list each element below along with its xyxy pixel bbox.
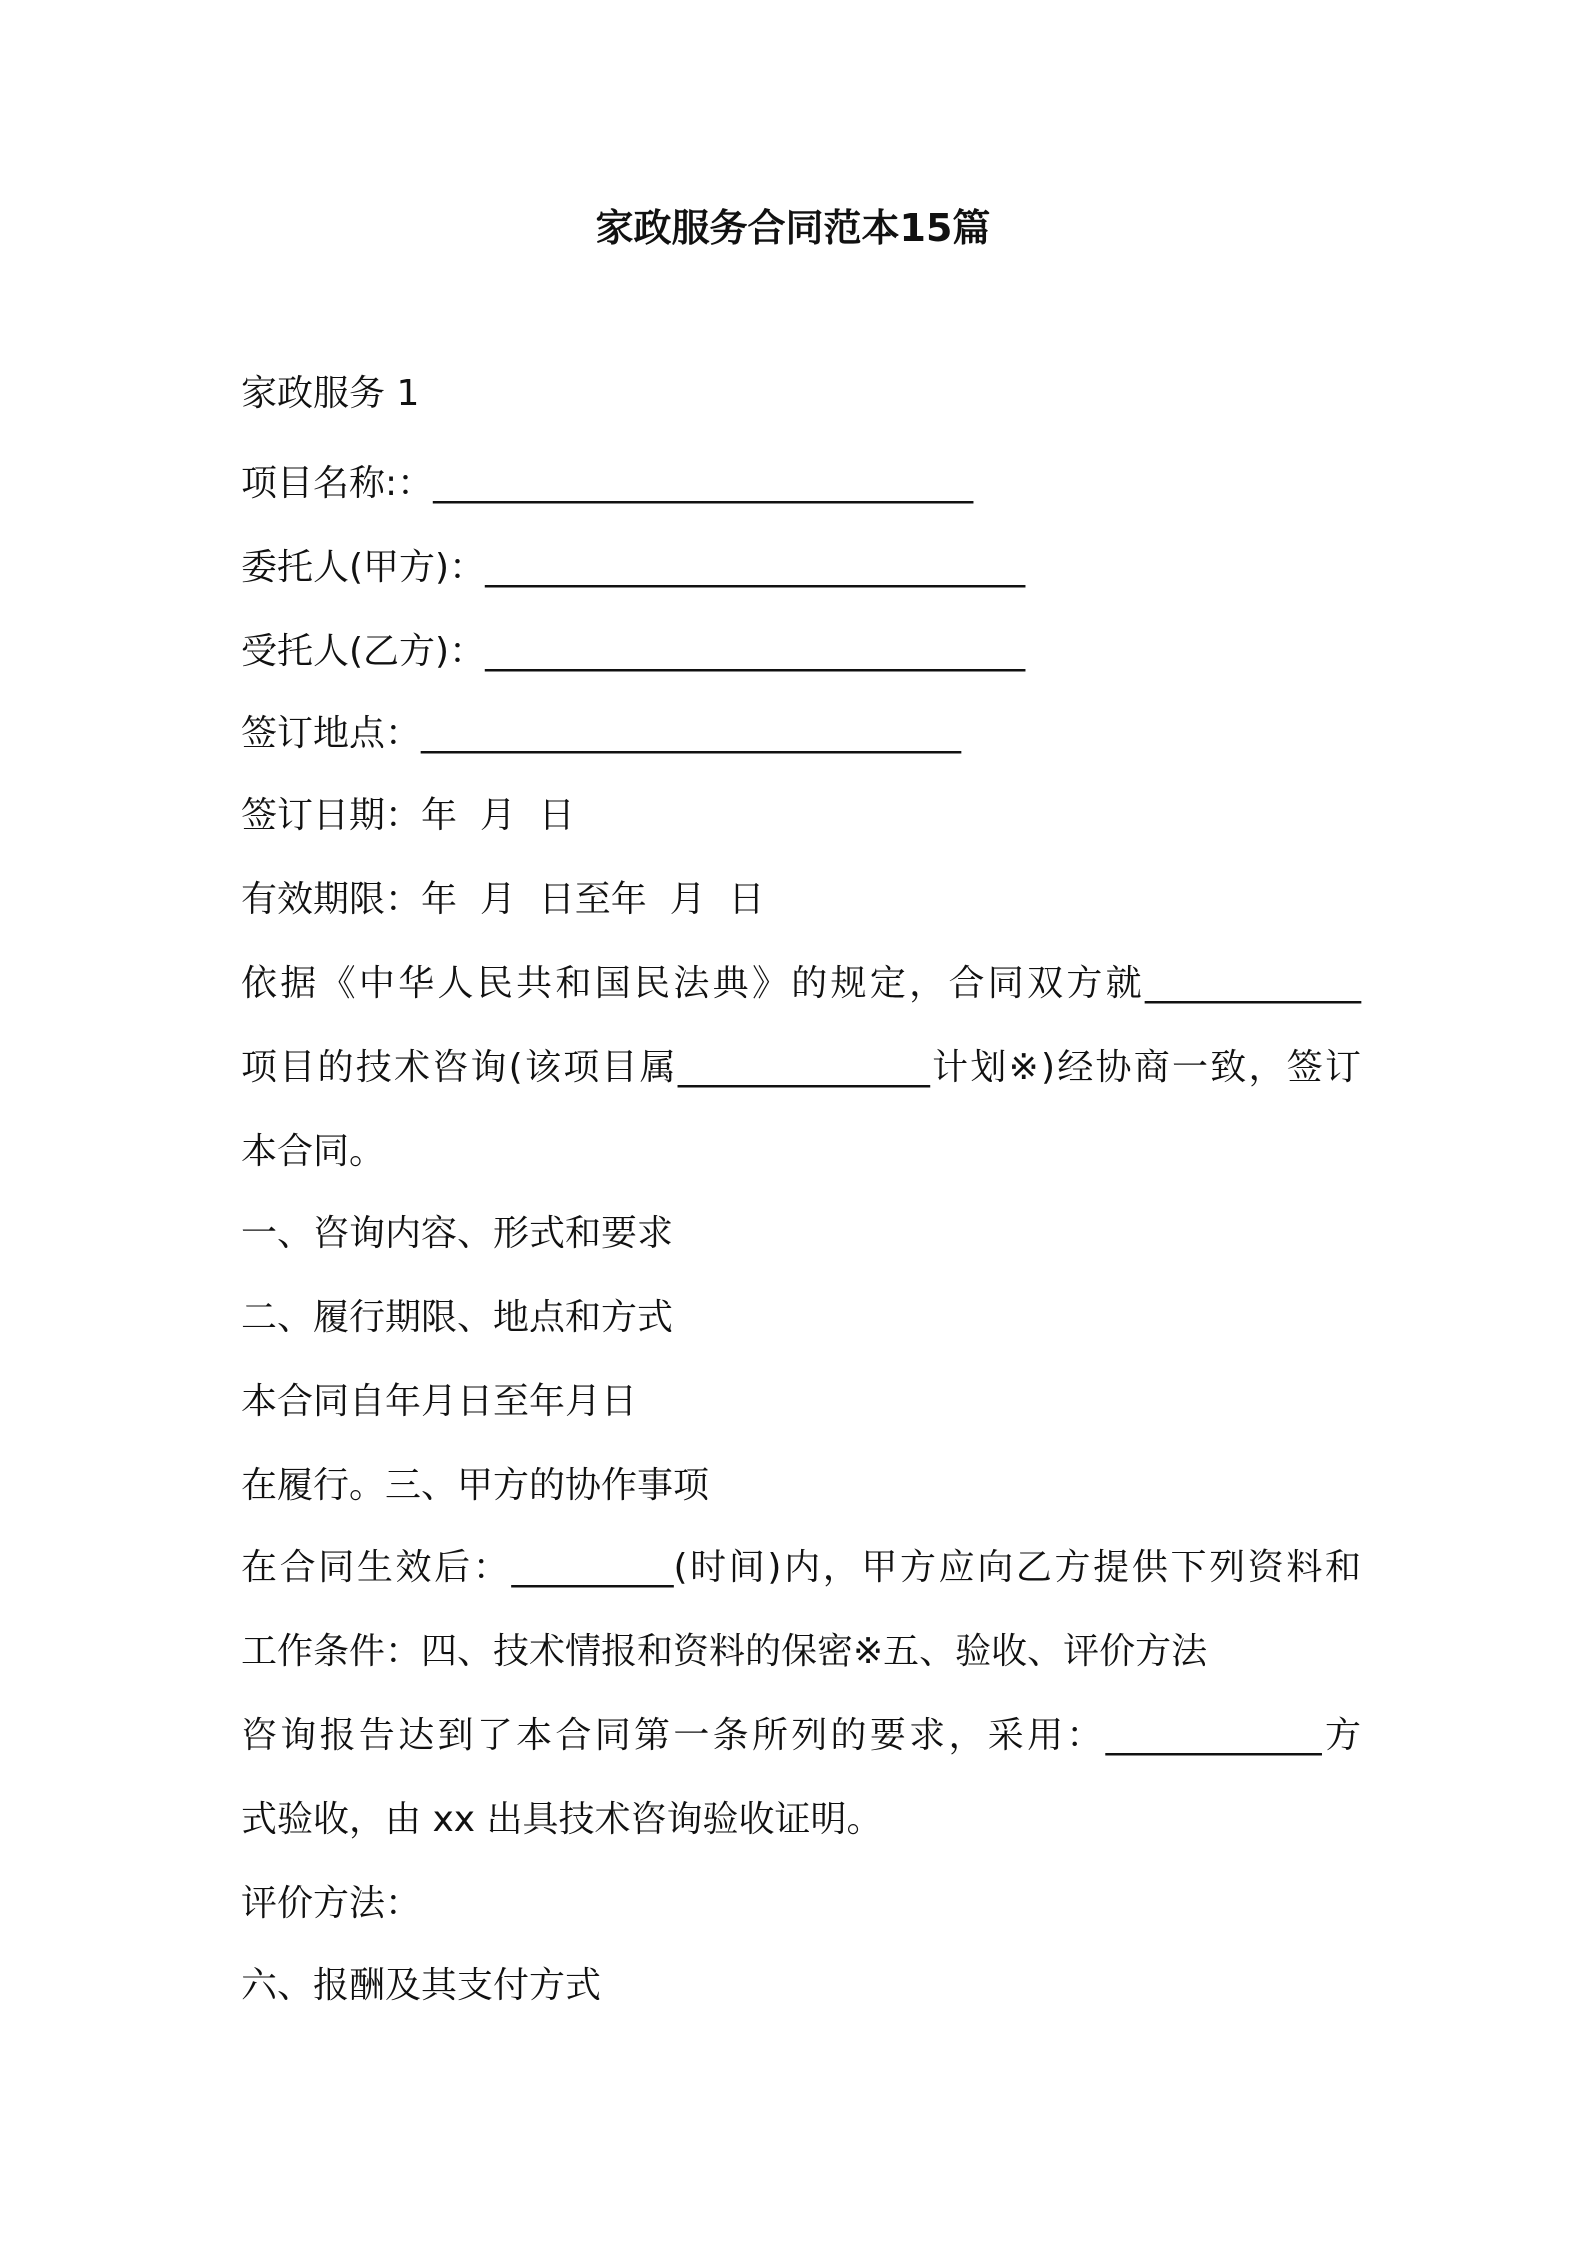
paragraph-line: 在履行。三、甲方的协作事项 [241, 1465, 710, 1506]
document-title: 家政服务合同范本15篇 [595, 206, 991, 250]
section-heading: 家政服务 1 [241, 373, 420, 414]
paragraph-line: 本合同自年月日至年月日 [241, 1381, 638, 1422]
clause-heading: 一、咨询内容、形式和要求 [241, 1213, 674, 1254]
clause-heading: 六、报酬及其支付方式 [241, 1965, 602, 2006]
signing-date-field: 签订日期：年 月 日 [241, 795, 575, 836]
client-party-a-field: 委托人(甲方)：______________________________ [241, 547, 1026, 588]
signing-location-field: 签订地点：______________________________ [241, 713, 962, 754]
validity-period-field: 有效期限：年 月 日至年 月 日 [241, 879, 765, 920]
paragraph-line: 本合同。 [241, 1131, 386, 1172]
paragraph-line: 评价方法： [241, 1883, 422, 1924]
clause-heading: 二、履行期限、地点和方式 [241, 1297, 674, 1338]
paragraph-line: 依据《中华人民共和国民法典》的规定，合同双方就____________ [241, 963, 1361, 1004]
paragraph-line: 工作条件：四、技术情报和资料的保密※五、验收、评价方法 [241, 1631, 1208, 1672]
paragraph-line: 式验收，由 xx 出具技术咨询验收证明。 [241, 1799, 883, 1840]
paragraph-line: 项目的技术咨询(该项目属______________计划※)经协商一致，签订 [241, 1047, 1361, 1088]
paragraph-line: 在合同生效后：_________(时间)内，甲方应向乙方提供下列资料和 [241, 1547, 1361, 1588]
contractor-party-b-field: 受托人(乙方)：______________________________ [241, 631, 1026, 672]
paragraph-line: 咨询报告达到了本合同第一条所列的要求，采用：____________方 [241, 1715, 1361, 1756]
project-name-field: 项目名称:：______________________________ [241, 463, 974, 504]
